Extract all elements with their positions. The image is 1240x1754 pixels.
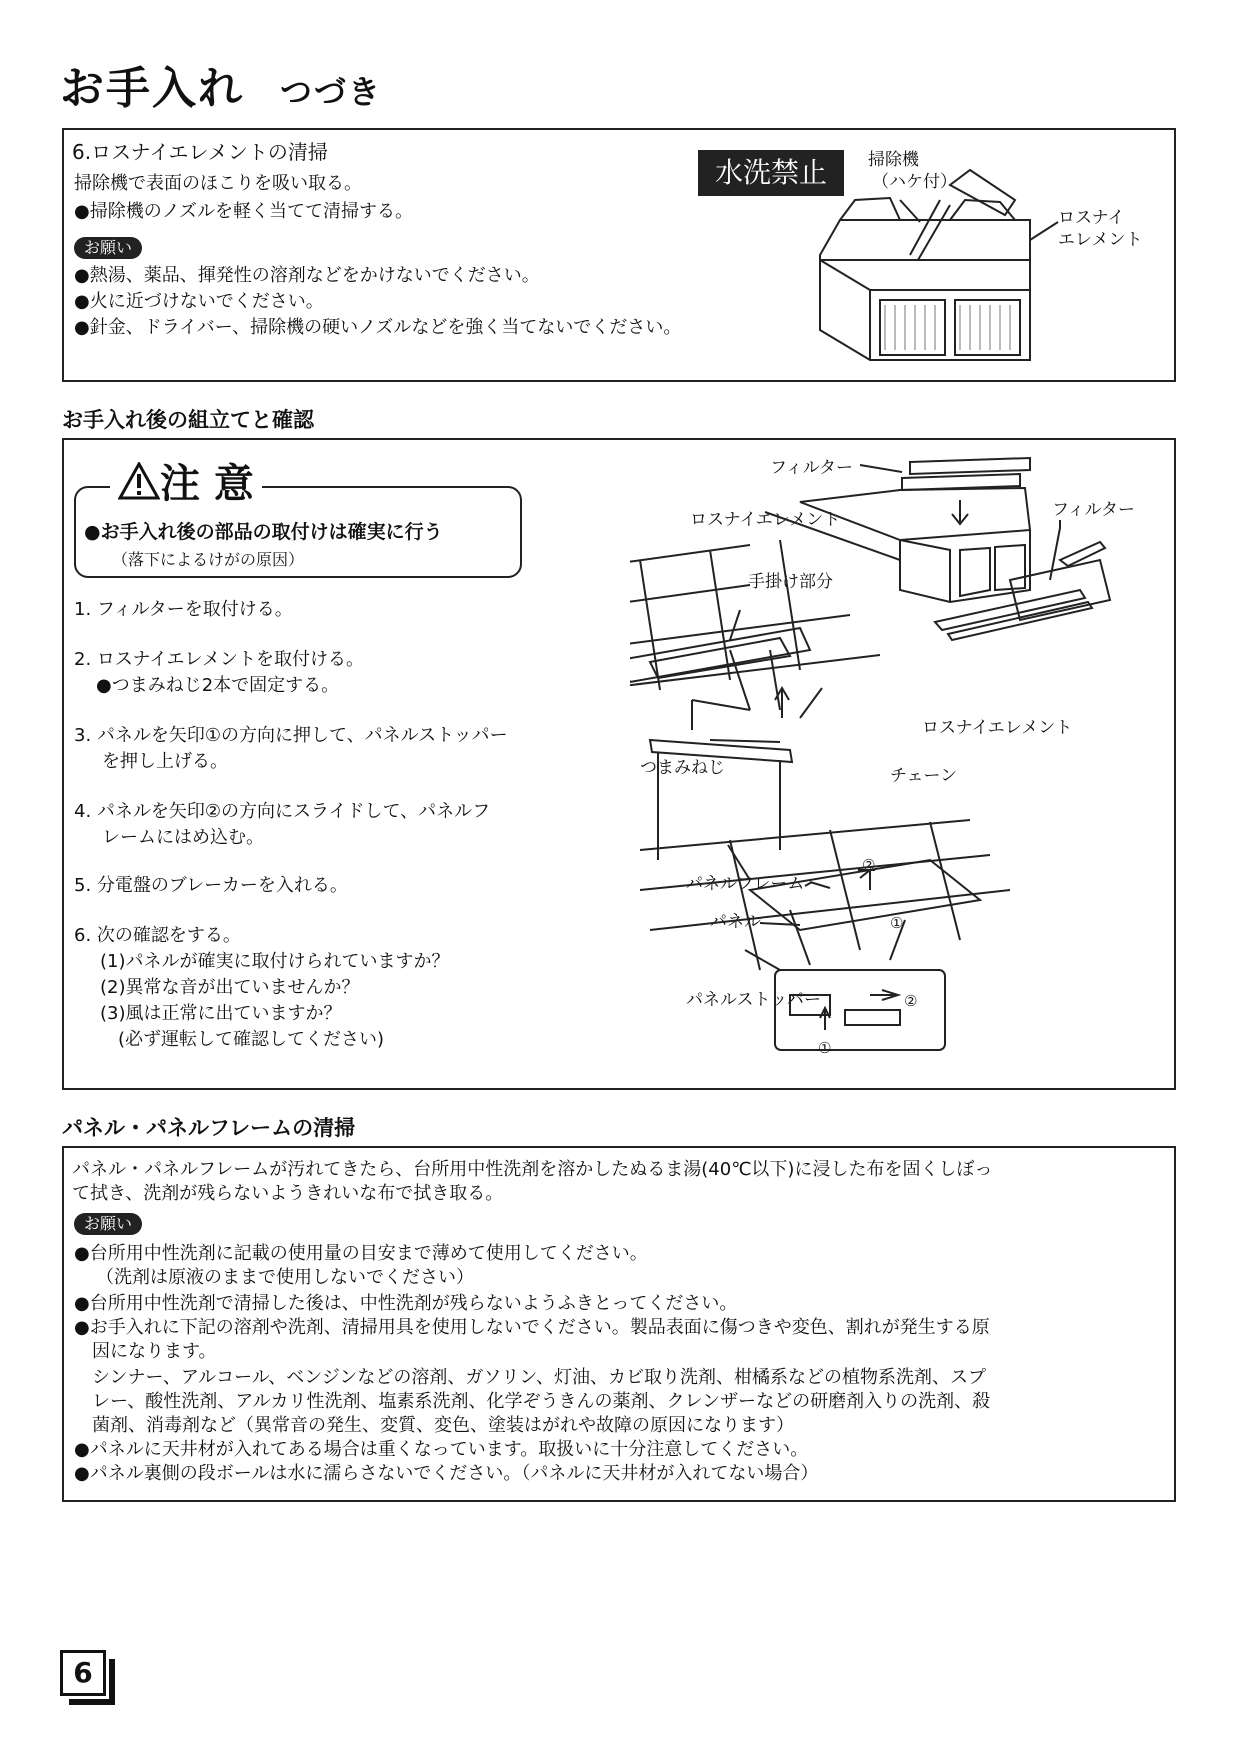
step-2-sub: ●つまみねじ2本で固定する。 — [96, 675, 340, 696]
element-cleaning-illustration — [800, 160, 1070, 370]
page-number: 6 — [60, 1650, 106, 1696]
step-5: 5. 分電盤のブレーカーを入れる。 — [74, 875, 348, 896]
page-subtitle: つづき — [280, 73, 383, 111]
label-chain: チェーン — [890, 766, 958, 786]
mark-1-panel: ① — [890, 914, 904, 932]
mark-1-stopper: ① — [818, 1039, 832, 1057]
label-element-2: エレメント — [1058, 230, 1143, 250]
step-4: 4. パネルを矢印②の方向にスライドして、パネルフ — [74, 801, 491, 822]
section3-line-4: ●お手入れに下記の溶剤や洗剤、清掃用具を使用しないでください。製品表面に傷つきや変色、割れが発生する原 — [74, 1317, 990, 1338]
section1-note-3: ●針金、ドライバー、掃除機の硬いノズルなどを強く当てないでください。 — [74, 317, 682, 338]
section1-line1: 掃除機で表面のほこりを吸い取る。 — [74, 173, 362, 194]
step-6-check-2: (2)異常な音が出ていませんか？ — [100, 977, 360, 998]
label-element-1: ロスナイ — [1058, 208, 1125, 228]
section1-note-2: ●火に近づけないでください。 — [74, 291, 324, 312]
section3-line-9: ●パネルに天井材が入れてある場合は重くなっています。取扱いに十分注意してください。 — [74, 1439, 809, 1460]
label-element-mid: ロスナイエレメント — [922, 718, 1073, 738]
section3-heading: パネル・パネルフレームの清掃 — [62, 1116, 356, 1140]
section1-note-1: ●熱湯、薬品、揮発性の溶剤などをかけないでください。 — [74, 265, 540, 286]
label-panel-stopper: パネルストッパー — [686, 990, 821, 1010]
label-brush: （ハケ付） — [872, 172, 957, 192]
section3-line-3: ●台所用中性洗剤で清掃した後は、中性洗剤が残らないようふきとってください。 — [74, 1293, 738, 1314]
section3-line-5: 因になります。 — [92, 1341, 217, 1362]
section3-intro-2: て拭き、洗剤が残らないようきれいな布で拭き取る。 — [72, 1183, 504, 1204]
request-badge: お願い — [74, 237, 142, 259]
step-4-cont: レームにはめ込む。 — [102, 827, 264, 848]
step-3-cont: を押し上げる。 — [102, 751, 228, 772]
step-2: 2. ロスナイエレメントを取付ける。 — [74, 649, 365, 670]
section3-line-1: ●台所用中性洗剤に記載の使用量の目安まで薄めて使用してください。 — [74, 1243, 648, 1264]
caution-title: 注 意 — [110, 460, 262, 511]
reassembly-illustration — [630, 450, 1150, 1080]
section3-intro-1: パネル・パネルフレームが汚れてきたら、台所用中性洗剤を溶かしたぬるま湯(40℃以下)に浸した布を固くしぼっ — [72, 1159, 993, 1180]
label-panel: パネル — [710, 912, 761, 932]
label-filter-top: フィルター — [770, 458, 853, 478]
page-title: お手入れ つづき — [60, 63, 383, 114]
caution-main: ●お手入れ後の部品の取付けは確実に行う — [84, 521, 443, 543]
request-badge-2: お願い — [74, 1213, 142, 1235]
label-filter-right: フィルター — [1052, 500, 1135, 520]
section2-heading: お手入れ後の組立てと確認 — [62, 408, 314, 432]
no-wash-label: 水洗禁止 — [698, 150, 844, 196]
step-6-check-1: (1)パネルが確実に取付けられていますか？ — [100, 951, 450, 972]
caution-sub: （落下によるけがの原因） — [112, 550, 305, 569]
mark-2-stopper: ② — [904, 992, 918, 1010]
section3-line-7: レー、酸性洗剤、アルカリ性洗剤、塩素系洗剤、化学ぞうきんの薬剤、クレンザーなどの研磨剤入りの洗剤、殺 — [92, 1391, 991, 1412]
step-6-note: (必ず運転して確認してください) — [118, 1029, 385, 1050]
step-6: 6. 次の確認をする。 — [74, 925, 241, 946]
section1-line2: ●掃除機のノズルを軽く当てて清掃する。 — [74, 201, 413, 222]
step-1: 1. フィルターを取付ける。 — [74, 599, 293, 620]
label-panel-frame: パネルフレーム — [686, 874, 805, 894]
label-handhold: 手掛け部分 — [748, 572, 833, 592]
label-knob: つまみねじ — [640, 758, 725, 778]
label-cleaner: 掃除機 — [868, 150, 919, 170]
section3-line-10: ●パネル裏側の段ボールは水に濡らさないでください。（パネルに天井材が入れてない場合） — [74, 1463, 819, 1484]
step-6-check-3: (3)風は正常に出ていますか？ — [100, 1003, 342, 1024]
section3-line-6: シンナー、アルコール、ベンジンなどの溶剤、ガソリン、灯油、カビ取り洗剤、柑橘系などの植物系洗剤、スプ — [92, 1367, 986, 1388]
section3-line-8: 菌剤、消毒剤など（異常音の発生、変質、変色、塗装はがれや故障の原因になります） — [92, 1415, 794, 1436]
step-3: 3. パネルを矢印①の方向に押して、パネルストッパー — [74, 725, 508, 746]
label-element-top: ロスナイエレメント — [690, 510, 841, 530]
warning-triangle-icon — [118, 462, 160, 511]
section1-heading: 6.ロスナイエレメントの清掃 — [72, 140, 328, 164]
mark-2-frame: ② — [862, 856, 876, 874]
section3-line-2: （洗剤は原液のままで使用しないでください） — [96, 1267, 474, 1288]
